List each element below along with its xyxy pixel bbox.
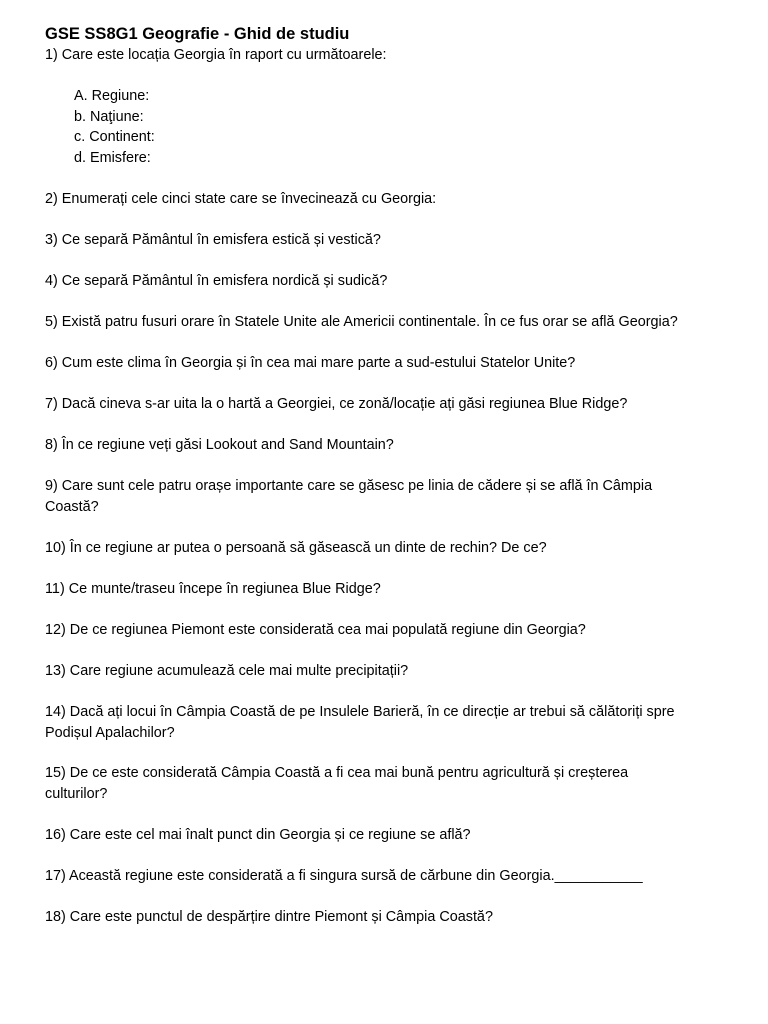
question-5: 5) Există patru fusuri orare în Statele Unite ale Americii continentale. În ce fus orar se află Georgia? xyxy=(45,314,678,330)
option-b-nation: b. Naţiune: xyxy=(74,109,144,125)
question-7: 7) Dacă cineva s-ar uita la o hartă a Georgiei, ce zonă/locație ați găsi regiunea Blue Ridge? xyxy=(45,396,628,412)
question-14: 14) Dacă ați locui în Câmpia Coastă de pe Insulele Barieră, în ce direcție ar trebui să călătoriți spre Podișul Apalachilor? xyxy=(45,704,675,741)
question-4: 4) Ce separă Pământul în emisfera nordică și sudică? xyxy=(45,273,388,289)
question-17: 17) Această regiune este considerată a fi singura sursă de cărbune din Georgia.___________ xyxy=(45,868,643,884)
question-3: 3) Ce separă Pământul în emisfera estică și vestică? xyxy=(45,232,381,248)
option-a-region: A. Regiune: xyxy=(74,88,150,104)
question-12: 12) De ce regiunea Piemont este considerată cea mai populată regiune din Georgia? xyxy=(45,622,586,638)
question-18: 18) Care este punctul de despărțire dintre Piemont și Câmpia Coastă? xyxy=(45,909,493,925)
question-9: 9) Care sunt cele patru orașe importante care se găsesc pe linia de cădere și se află în Câmpia Coastă? xyxy=(45,478,653,515)
option-c-continent: c. Continent: xyxy=(74,129,155,145)
question-13: 13) Care regiune acumulează cele mai multe precipitații? xyxy=(45,663,409,679)
question-10: 10) În ce regiune ar putea o persoană să găsească un dinte de rechin? De ce? xyxy=(45,540,547,556)
question-6: 6) Cum este clima în Georgia și în cea mai mare parte a sud-estului Statelor Unite? xyxy=(45,355,576,371)
question-1: 1) Care este locația Georgia în raport cu următoarele: xyxy=(45,47,387,63)
question-8: 8) În ce regiune veți găsi Lookout and Sand Mountain? xyxy=(45,437,394,453)
option-d-hemispheres: d. Emisfere: xyxy=(74,150,151,166)
question-16: 16) Care este cel mai înalt punct din Georgia și ce regiune se află? xyxy=(45,827,471,843)
question-11: 11) Ce munte/traseu începe în regiunea Blue Ridge? xyxy=(45,581,381,597)
page-title: GSE SS8G1 Geografie - Ghid de studiu xyxy=(45,25,350,43)
question-15: 15) De ce este considerată Câmpia Coastă a fi cea mai bună pentru agricultură și creșterea culturilor? xyxy=(45,765,629,802)
question-2: 2) Enumerați cele cinci state care se învecinează cu Georgia: xyxy=(45,191,437,207)
